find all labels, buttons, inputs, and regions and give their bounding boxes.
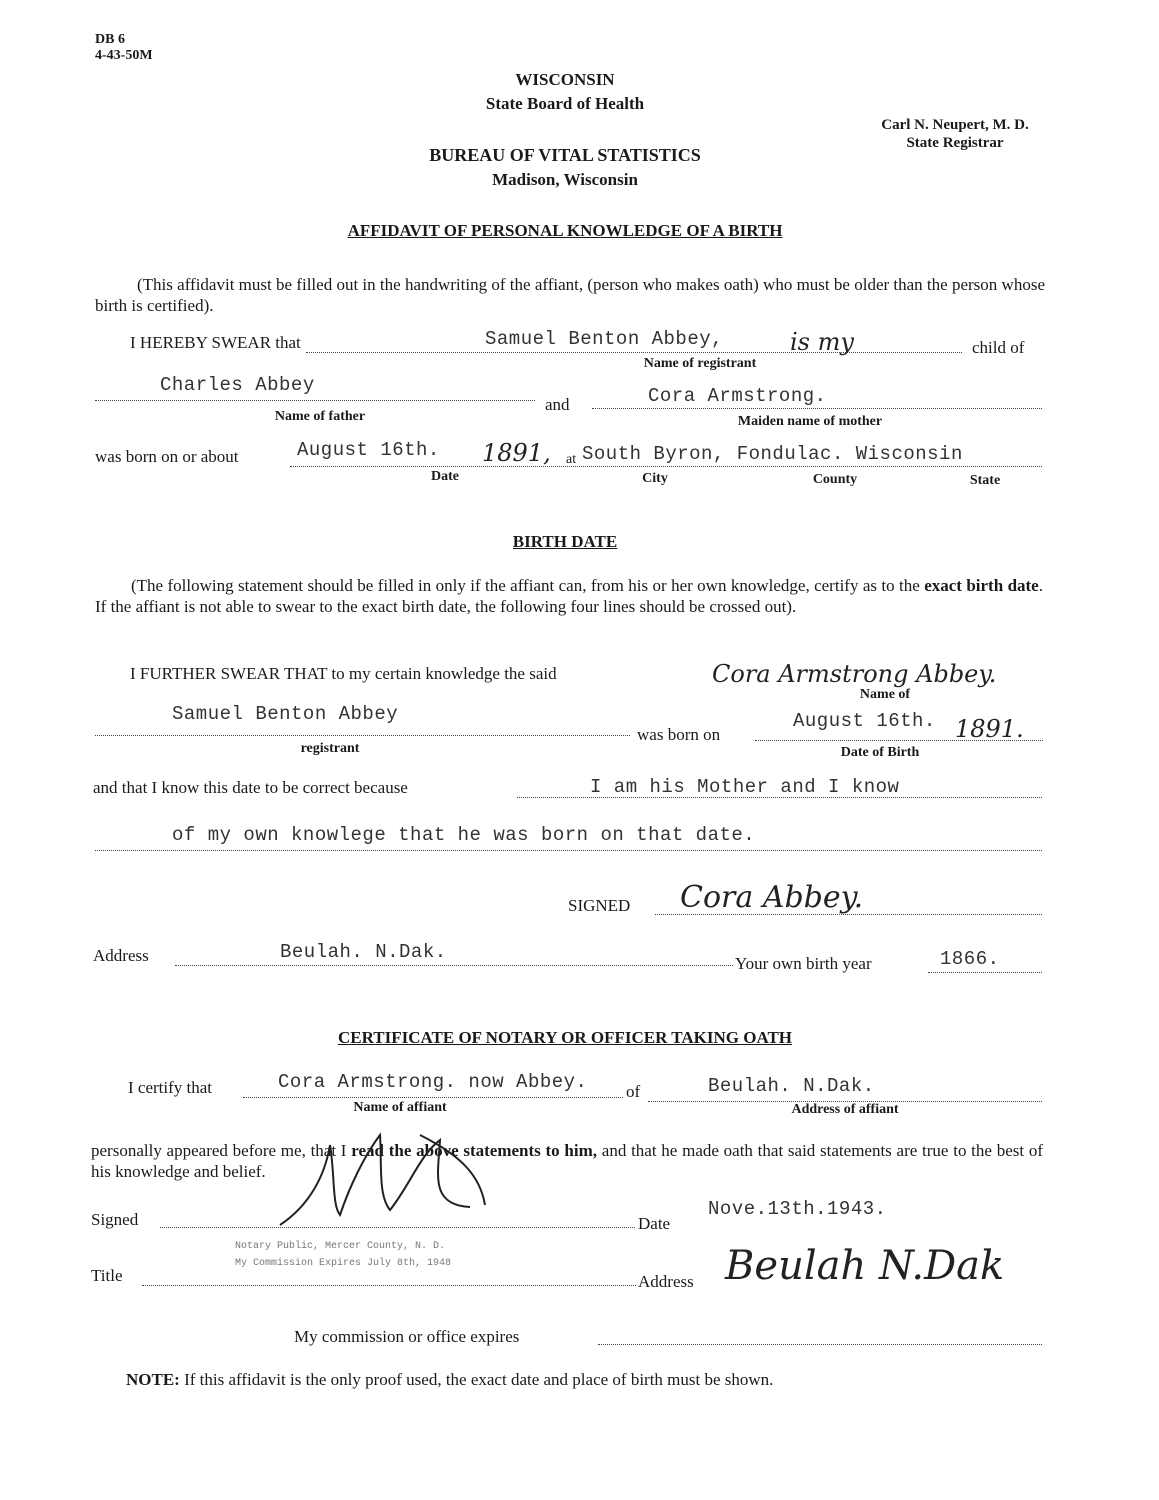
appeared-bold: read the above statements to him, — [351, 1141, 598, 1160]
notary-title-label: Title — [91, 1266, 123, 1285]
registrant-line — [306, 352, 962, 353]
because-value2: of my own knowlege that he was born on that date. — [172, 824, 756, 846]
affidavit-title: AFFIDAVIT OF PERSONAL KNOWLEDGE OF A BIRTH — [347, 221, 783, 240]
note-bold: NOTE: — [126, 1370, 180, 1389]
swear-lead: I HEREBY SWEAR that — [130, 333, 301, 352]
mother-line — [592, 408, 1042, 409]
form-code-line1: DB 6 — [95, 32, 125, 47]
birth-date-heading: BIRTH DATE — [512, 532, 618, 551]
form-code — [95, 32, 153, 64]
of-text: of — [626, 1082, 641, 1101]
notary-signature — [270, 1115, 500, 1235]
registrar-title: State Registrar — [906, 135, 1004, 151]
affiant-value: Cora Armstrong. now Abbey. — [278, 1071, 588, 1093]
dob-label: Date of Birth — [840, 745, 920, 760]
stamp-line2: My Commission Expires July 8th, 1948 — [235, 1258, 452, 1269]
date-label: Date — [431, 469, 459, 484]
registrar-block — [855, 116, 1055, 152]
because-value1: I am his Mother and I know — [590, 776, 900, 798]
notary-title-line — [142, 1285, 636, 1286]
notary-signed-label: Signed — [91, 1210, 139, 1229]
birth-year-label: Your own birth year — [735, 954, 872, 973]
bd-address-value: Beulah. N.Dak. — [280, 941, 447, 963]
affiant-address-value: Beulah. N.Dak. — [708, 1075, 875, 1097]
birth-line — [290, 466, 1042, 467]
commission-label: My commission or office expires — [294, 1327, 520, 1346]
because-line2 — [95, 850, 1042, 851]
instructions-post: . If the affiant is not able to swear to the exact birth date, the following four lines should be crossed out). — [95, 576, 1043, 616]
instructions-bold: exact birth date — [924, 576, 1039, 595]
bd-address-label: Address — [93, 946, 149, 965]
notary-heading: CERTIFICATE OF NOTARY OR OFFICER TAKING OATH — [337, 1028, 793, 1047]
notary-signed-line — [160, 1227, 635, 1228]
registrar-name: Carl N. Neupert, M. D. — [881, 117, 1029, 133]
at-text: at — [566, 452, 577, 467]
notary-address-label: Address — [638, 1272, 694, 1291]
birth-place-value: South Byron, Fondulac. Wisconsin — [582, 443, 963, 465]
commission-line — [598, 1344, 1042, 1345]
note-text: If this affidavit is the only proof used, the exact date and place of birth must be shown. — [179, 1370, 774, 1389]
birth-year-line — [928, 972, 1042, 973]
father-value: Charles Abbey — [160, 374, 315, 396]
mother-value: Cora Armstrong. — [648, 385, 827, 407]
header-state: WISCONSIN — [515, 70, 615, 89]
and-text: and — [545, 395, 570, 414]
intro-text: (This affidavit must be filled out in the handwriting of the affiant, (person who makes oath) who must be older than the person whose birth is certified). — [95, 275, 1045, 315]
dob-year-handwriting: 1891. — [955, 715, 1024, 743]
affiant-line — [243, 1097, 623, 1098]
born-lead: was born on or about — [95, 447, 239, 466]
further-lead: I FURTHER SWEAR THAT to my certain knowledge the said — [130, 664, 557, 683]
stamp-line1: Notary Public, Mercer County, N. D. — [235, 1241, 446, 1252]
child-of-text: child of — [972, 338, 1025, 357]
birth-year-handwriting: 1891, — [482, 439, 551, 467]
appeared-pre: personally appeared before me, that I — [91, 1141, 352, 1160]
dob-value: August 16th. — [793, 710, 936, 732]
bd-address-line — [175, 965, 733, 966]
because-lead: and that I know this date to be correct because — [93, 778, 408, 797]
birth-date-instructions — [95, 575, 1043, 617]
notary-statement — [91, 1140, 1043, 1182]
bureau-city: Madison, Wisconsin — [492, 170, 638, 189]
birth-year-value: 1866. — [940, 948, 1000, 970]
notary-date-label: Date — [638, 1214, 671, 1233]
registrant-value: Samuel Benton Abbey, — [485, 328, 724, 350]
address-of-affiant-label: Address of affiant — [791, 1102, 899, 1117]
note — [126, 1370, 773, 1390]
instructions-pre: (The following statement should be filled in only if the affiant can, from his or her own knowledge, certify as to the — [131, 576, 925, 595]
born-on-text: was born on — [637, 725, 721, 744]
registrant-label: Name of registrant — [643, 356, 757, 371]
mother-label: Maiden name of mother — [737, 414, 883, 429]
name-of-label: Name of — [859, 687, 911, 702]
appeared-post: and that he made oath that said statements are true to the best of his knowledge and belief. — [91, 1141, 1043, 1181]
birth-date-value: August 16th. — [297, 439, 440, 461]
notary-date-value: Nove.13th.1943. — [708, 1198, 887, 1220]
bd-registrant-value: Samuel Benton Abbey — [172, 703, 399, 725]
county-label: County — [812, 472, 858, 487]
relation-handwriting: is my — [790, 328, 854, 356]
city-label: City — [642, 471, 668, 486]
said-handwriting: Cora Armstrong Abbey. — [712, 660, 997, 688]
header-board: State Board of Health — [485, 94, 645, 113]
signed-label: SIGNED — [568, 896, 631, 915]
affiant-label: Name of affiant — [353, 1100, 447, 1115]
form-code-line2: 4-43-50M — [95, 48, 153, 63]
notary-address-handwriting: Beulah N.Dak — [725, 1243, 1005, 1289]
father-label: Name of father — [274, 409, 366, 424]
affiant-signature: Cora Abbey. — [680, 880, 864, 915]
state-label: State — [969, 473, 1001, 488]
bureau-name: BUREAU OF VITAL STATISTICS — [429, 145, 701, 165]
bd-registrant-line — [95, 735, 630, 736]
notary-stamp — [235, 1238, 451, 1272]
bd-registrant-label: registrant — [300, 741, 360, 756]
father-line — [95, 400, 535, 401]
certify-lead: I certify that — [128, 1078, 213, 1097]
